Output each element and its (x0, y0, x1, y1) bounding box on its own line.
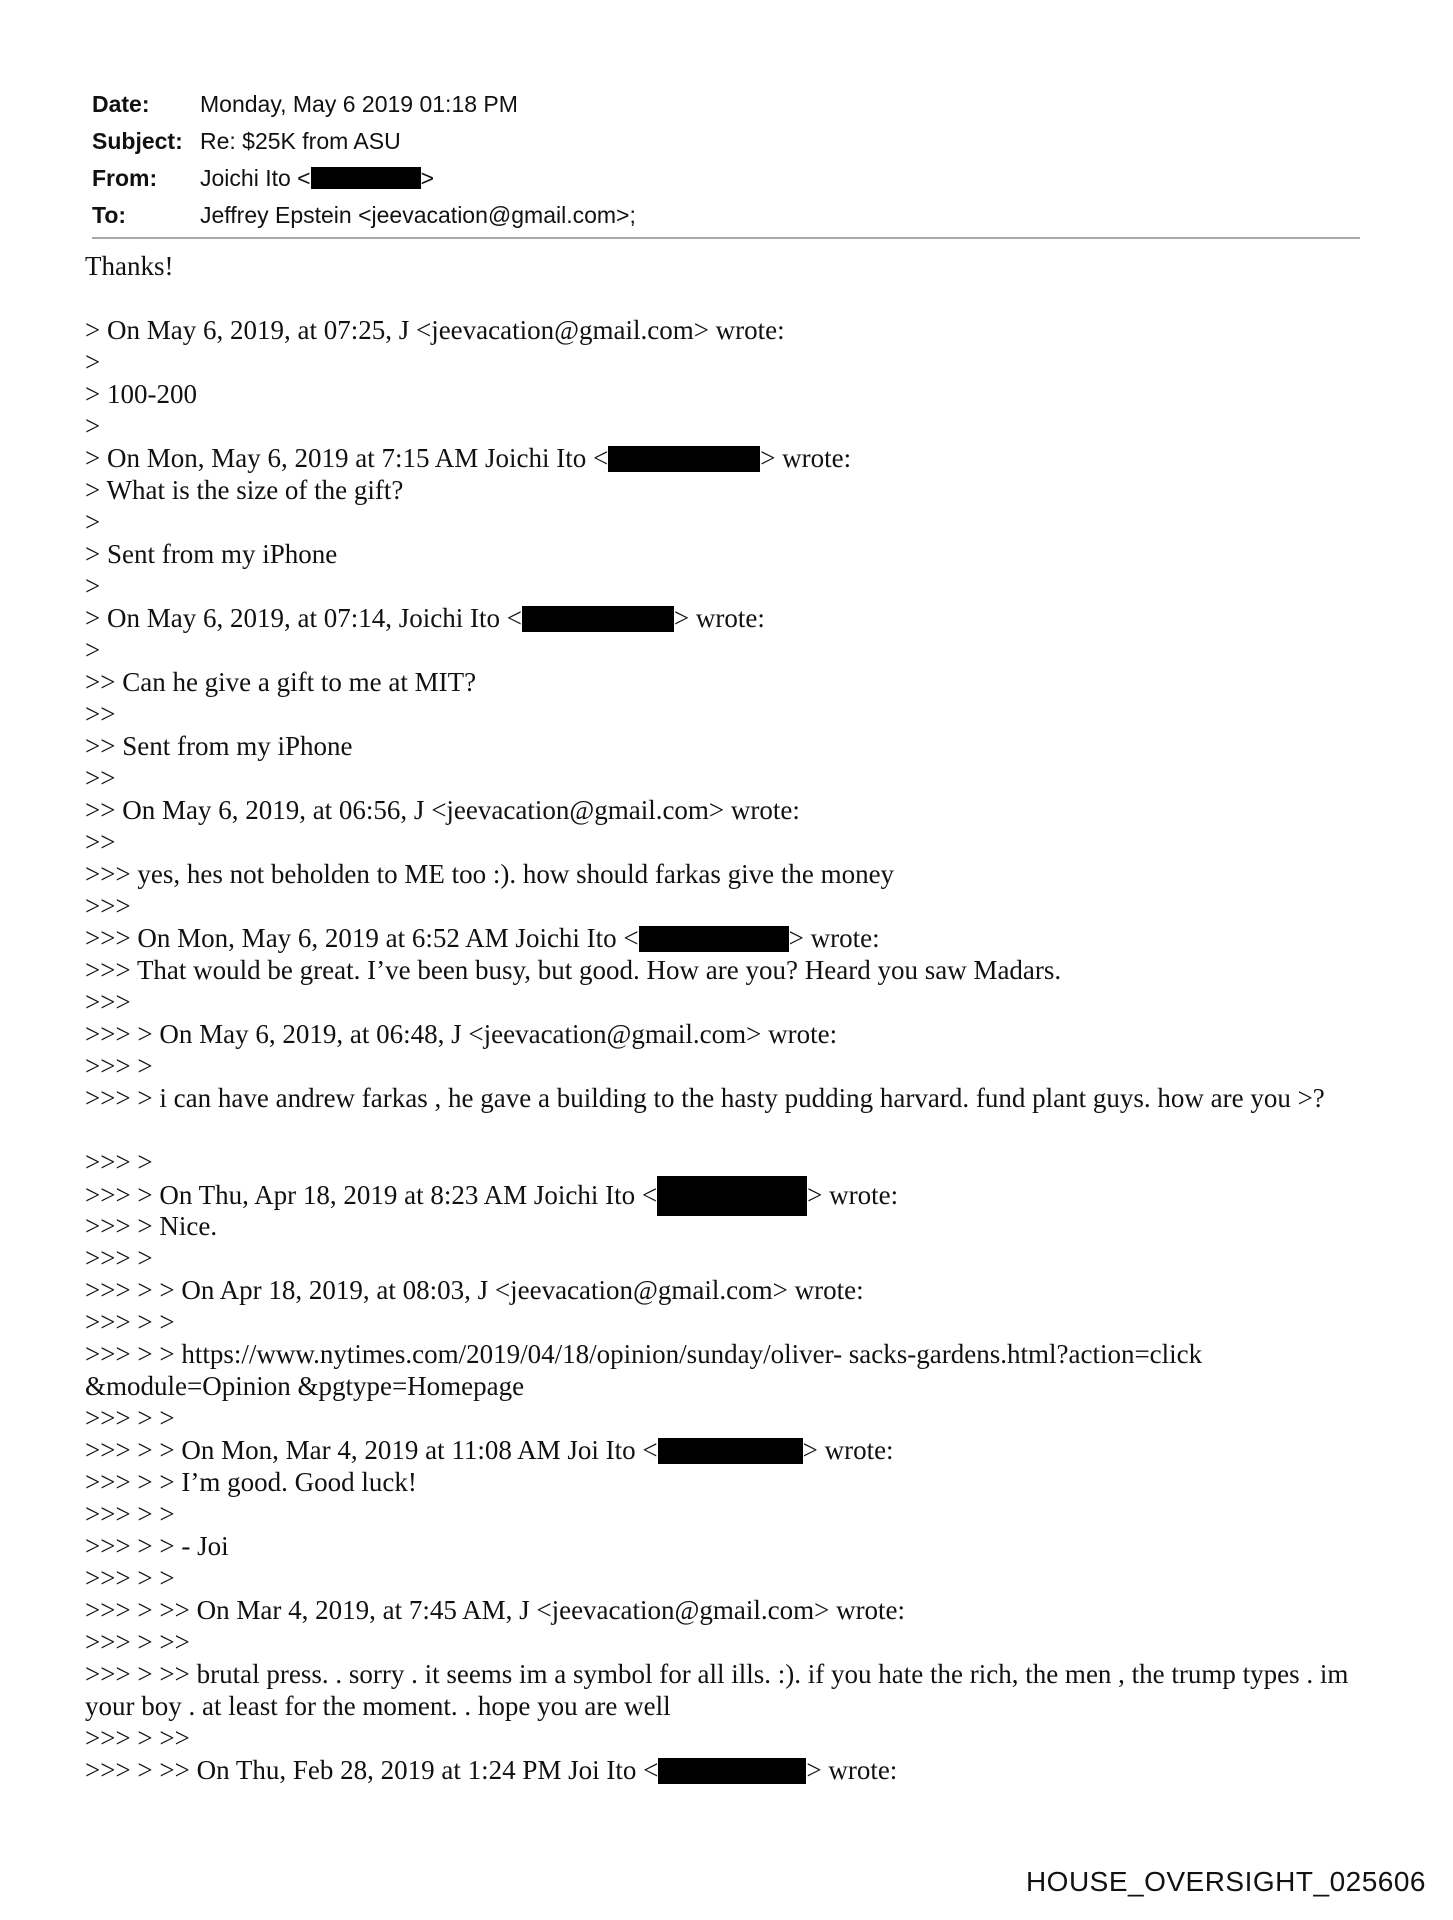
quote-line: >>> > >> (85, 1723, 190, 1753)
quote-text: >>> > >> On Thu, Feb 28, 2019 at 1:24 PM Joi Ito < (85, 1755, 659, 1785)
date-label: Date: (92, 91, 150, 117)
quote-line: > What is the size of the gift? (85, 475, 404, 505)
url-line: >>> > > https://www.nytimes.com/2019/04/18/opinion/sunday/oliver- sacks-gardens.html?action=click &module=Opinion &pgtype=Homepage (85, 1339, 1203, 1401)
quote-text: >>> > On Thu, Apr 18, 2019 at 8:23 AM Joichi Ito < (85, 1180, 658, 1211)
email-body (85, 250, 1375, 1786)
redaction-box (658, 1758, 806, 1784)
quote-line: >>> yes, hes not beholden to ME too :). how should farkas give the money (85, 859, 895, 889)
quote-line: >> Sent from my iPhone (85, 731, 353, 761)
quote-line: > On May 6, 2019, at 07:25, J <jeevacation@gmail.com> wrote: (85, 315, 785, 345)
quote-line: >>> > > (85, 1499, 175, 1529)
quote-line: > 100-200 (85, 379, 197, 409)
to-label: To: (92, 202, 127, 228)
quote-line: >>> > > (85, 1307, 175, 1337)
quote-line (85, 1754, 1375, 1786)
quote-text: > On May 6, 2019, at 07:14, Joichi Ito < (85, 603, 522, 633)
redaction-box (522, 606, 674, 632)
date-value: Monday, May 6 2019 01:18 PM (200, 91, 518, 117)
subject-row (92, 123, 1362, 160)
from-name: Joichi Ito < (200, 165, 311, 191)
header-divider (92, 237, 1360, 239)
quote-line: >>> > >> (85, 1627, 190, 1657)
from-end: > (420, 165, 435, 191)
quote-text: >>> On Mon, May 6, 2019 at 6:52 AM Joichi Ito < (85, 923, 639, 953)
quote-text: > wrote: (673, 603, 765, 633)
quote-line: >>> > > I’m good. Good luck! (85, 1467, 417, 1497)
redaction-box (658, 1438, 803, 1464)
quote-text: > wrote: (788, 923, 880, 953)
quote-line: >>> > (85, 1051, 153, 1081)
redaction-box (608, 446, 760, 472)
quote-line: >>> > (85, 1243, 153, 1273)
quote-line: >>> > > (85, 1403, 175, 1433)
redaction-box (657, 1176, 807, 1216)
quote-text: > wrote: (760, 443, 852, 473)
quote-line: >> (85, 827, 116, 857)
redaction-box (639, 926, 789, 952)
quote-line (85, 602, 1375, 634)
to-row (92, 197, 1362, 234)
quote-line: > (85, 571, 101, 601)
quote-line: > (85, 347, 101, 377)
quote-line: >> (85, 763, 116, 793)
bates-number: HOUSE_OVERSIGHT_025606 (1025, 1866, 1426, 1897)
quote-line: >> On May 6, 2019, at 06:56, J <jeevacation@gmail.com> wrote: (85, 795, 800, 825)
quote-text: > wrote: (806, 1755, 898, 1785)
quote-text: >>> > > On Mon, Mar 4, 2019 at 11:08 AM Joi Ito < (85, 1435, 658, 1465)
quote-line: > (85, 635, 101, 665)
quote-line: >>> > (85, 1147, 153, 1177)
quote-text: > wrote: (807, 1180, 899, 1211)
quote-line: >>> (85, 891, 131, 921)
quote-line: >>> > >> brutal press. . sorry . it seems im a symbol for all ills. :). if you hate the rich, the men , the trump types . im your boy . at least for the moment. . hope you are well (85, 1659, 1349, 1721)
to-value: Jeffrey Epstein <jeevacation@gmail.com>; (200, 202, 636, 228)
quote-line (85, 442, 1375, 474)
quote-text: > On Mon, May 6, 2019 at 7:15 AM Joichi Ito < (85, 443, 609, 473)
quote-line: >>> (85, 987, 131, 1017)
redaction-box (311, 167, 421, 189)
quote-line: >> Can he give a gift to me at MIT? (85, 667, 477, 697)
quote-line: >>> > > - Joi (85, 1531, 229, 1561)
quote-line: >>> > Nice. (85, 1211, 218, 1241)
quote-line: > (85, 507, 101, 537)
subject-label: Subject: (92, 128, 183, 154)
from-label: From: (92, 165, 158, 191)
blank-line (85, 282, 1375, 314)
greeting-line: Thanks! (85, 251, 174, 281)
quote-line: >>> > >> On Mar 4, 2019, at 7:45 AM, J <jeevacation@gmail.com> wrote: (85, 1595, 906, 1625)
quote-line: > (85, 411, 101, 441)
quote-text: > wrote: (802, 1435, 894, 1465)
date-row (92, 86, 1362, 123)
quote-line: >>> > > On Apr 18, 2019, at 08:03, J <jeevacation@gmail.com> wrote: (85, 1275, 864, 1305)
quote-line (85, 922, 1375, 954)
quote-line: >>> > i can have andrew farkas , he gave a building to the hasty pudding harvard. fund plant guys. how are you >? (85, 1083, 1325, 1113)
email-header (92, 86, 1362, 234)
from-value (200, 160, 434, 197)
quote-line (85, 1178, 1375, 1210)
subject-value: Re: $25K from ASU (200, 128, 401, 154)
from-row (92, 160, 1362, 197)
quote-line: >>> > On May 6, 2019, at 06:48, J <jeevacation@gmail.com> wrote: (85, 1019, 838, 1049)
quote-line: > Sent from my iPhone (85, 539, 338, 569)
quote-line (85, 1434, 1375, 1466)
quote-line: >>> That would be great. I’ve been busy, but good. How are you? Heard you saw Madars. (85, 955, 1062, 985)
quote-line: >> (85, 699, 116, 729)
quote-line: >>> > > (85, 1563, 175, 1593)
